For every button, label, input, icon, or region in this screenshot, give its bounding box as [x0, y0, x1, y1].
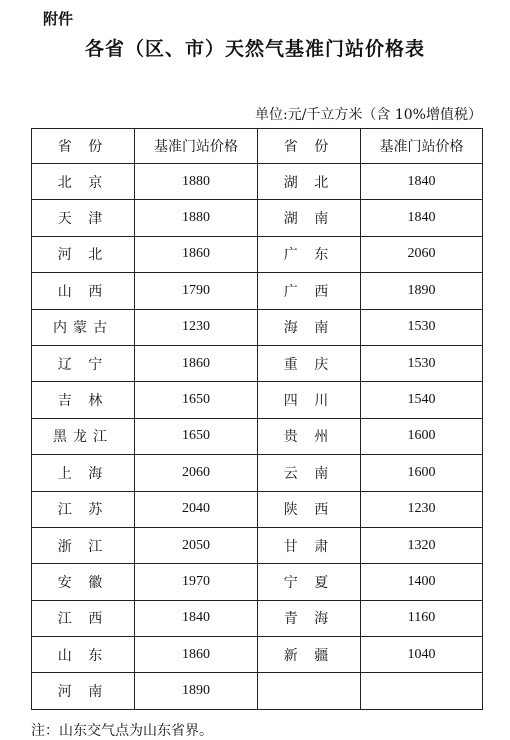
province-cell: 陕 西 — [258, 491, 361, 527]
province-cell: 北 京 — [32, 164, 135, 200]
price-cell: 1600 — [361, 418, 483, 454]
price-cell: 1040 — [361, 637, 483, 673]
table-row — [32, 345, 483, 381]
province-cell: 河 南 — [32, 673, 135, 709]
province-cell: 吉 林 — [32, 382, 135, 418]
province-cell: 甘 肃 — [258, 527, 361, 563]
price-cell: 1160 — [361, 600, 483, 636]
table-row — [32, 236, 483, 272]
province-cell: 江 西 — [32, 600, 135, 636]
table-row — [32, 382, 483, 418]
price-cell: 1880 — [135, 200, 258, 236]
price-cell: 1840 — [361, 164, 483, 200]
table-row — [32, 673, 483, 709]
province-cell — [258, 673, 361, 709]
table-row — [32, 273, 483, 309]
page-title: 各省（区、市）天然气基准门站价格表 — [84, 38, 425, 60]
price-cell: 1530 — [361, 309, 483, 345]
province-cell: 湖 南 — [258, 200, 361, 236]
price-cell: 1840 — [361, 200, 483, 236]
price-cell: 1840 — [135, 600, 258, 636]
table-row — [32, 564, 483, 600]
price-cell: 1890 — [135, 673, 258, 709]
table-row — [32, 418, 483, 454]
column-header-province: 省 份 — [32, 129, 135, 164]
province-cell: 浙 江 — [32, 527, 135, 563]
province-cell: 上 海 — [32, 455, 135, 491]
price-cell: 1880 — [135, 164, 258, 200]
column-header-price: 基准门站价格 — [135, 129, 258, 164]
province-cell: 重 庆 — [258, 345, 361, 381]
table-row — [32, 200, 483, 236]
province-cell: 江 苏 — [32, 491, 135, 527]
price-cell: 1650 — [135, 382, 258, 418]
province-cell: 新 疆 — [258, 637, 361, 673]
price-cell: 1890 — [361, 273, 483, 309]
price-cell: 1230 — [135, 309, 258, 345]
table-row — [32, 527, 483, 563]
province-cell: 湖 北 — [258, 164, 361, 200]
table-row — [32, 491, 483, 527]
province-cell: 内蒙古 — [32, 309, 135, 345]
price-cell: 1540 — [361, 382, 483, 418]
table-row — [32, 455, 483, 491]
province-cell: 宁 夏 — [258, 564, 361, 600]
province-cell: 山 东 — [32, 637, 135, 673]
column-header-price: 基准门站价格 — [361, 129, 483, 164]
province-cell: 辽 宁 — [32, 345, 135, 381]
column-header-province: 省 份 — [258, 129, 361, 164]
province-cell: 广 东 — [258, 236, 361, 272]
unit-label: 单位:元/千立方米（含 10%增值税） — [254, 107, 482, 123]
price-cell: 1790 — [135, 273, 258, 309]
footnote: 注：山东交气点为山东省界。 — [31, 723, 213, 739]
price-cell: 1860 — [135, 637, 258, 673]
price-cell: 2050 — [135, 527, 258, 563]
province-cell: 海 南 — [258, 309, 361, 345]
table-header-row — [32, 129, 483, 164]
price-cell — [361, 673, 483, 709]
price-cell: 1650 — [135, 418, 258, 454]
price-cell: 1860 — [135, 345, 258, 381]
price-table — [31, 128, 483, 710]
table-row — [32, 164, 483, 200]
price-cell: 2060 — [361, 236, 483, 272]
price-cell: 1230 — [361, 491, 483, 527]
province-cell: 广 西 — [258, 273, 361, 309]
province-cell: 山 西 — [32, 273, 135, 309]
table-row — [32, 309, 483, 345]
attachment-label: 附件 — [43, 10, 74, 28]
table-body — [32, 164, 483, 710]
price-cell: 1400 — [361, 564, 483, 600]
price-cell: 1530 — [361, 345, 483, 381]
price-cell: 2040 — [135, 491, 258, 527]
province-cell: 天 津 — [32, 200, 135, 236]
table-row — [32, 600, 483, 636]
table-row — [32, 637, 483, 673]
province-cell: 贵 州 — [258, 418, 361, 454]
province-cell: 青 海 — [258, 600, 361, 636]
price-cell: 2060 — [135, 455, 258, 491]
province-cell: 四 川 — [258, 382, 361, 418]
price-cell: 1320 — [361, 527, 483, 563]
province-cell: 安 徽 — [32, 564, 135, 600]
province-cell: 河 北 — [32, 236, 135, 272]
province-cell: 黑龙江 — [32, 418, 135, 454]
province-cell: 云 南 — [258, 455, 361, 491]
price-cell: 1970 — [135, 564, 258, 600]
price-cell: 1860 — [135, 236, 258, 272]
price-cell: 1600 — [361, 455, 483, 491]
